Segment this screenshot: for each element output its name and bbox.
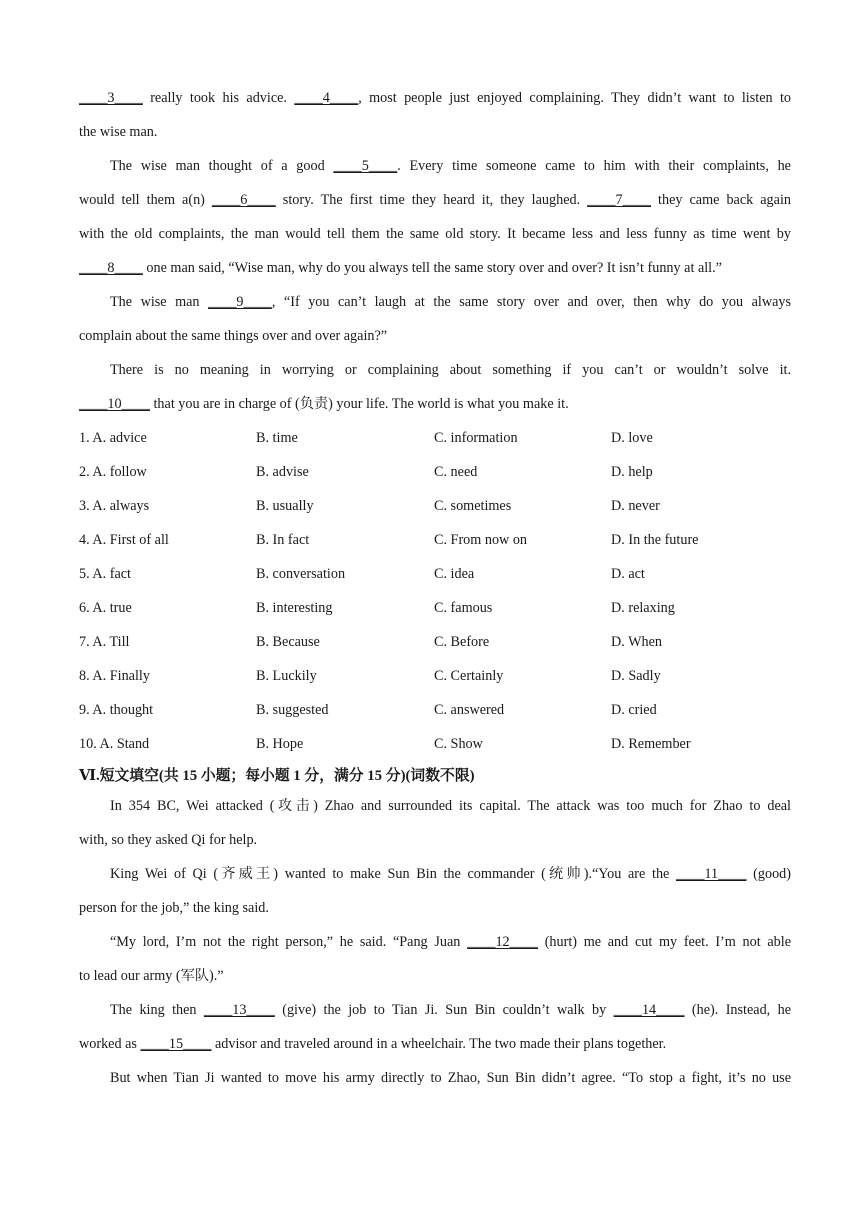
blank-13[interactable]: ____13____: [203, 1002, 275, 1018]
passage-text: with the old complaints, the man would tell them the same old story. It became less and less funny as time went by: [79, 226, 791, 242]
blank-3[interactable]: ____3____: [79, 90, 143, 106]
passage-text: one man said, “Wise man, why do you always tell the same story over and over? It isn’t funny at all.”: [142, 260, 722, 276]
passage-line: [110, 796, 791, 816]
passage-text: with, so they asked Qi for help.: [79, 832, 258, 848]
option-d[interactable]: D. love: [611, 430, 653, 446]
passage-line: [79, 966, 791, 986]
passage-line: [110, 1068, 791, 1088]
option-a[interactable]: 1. A. advice: [79, 430, 147, 446]
passage-text: (hurt) me and cut my feet. I’m not able: [538, 934, 791, 950]
option-c[interactable]: C. sometimes: [434, 498, 512, 514]
option-a[interactable]: 10. A. Stand: [79, 736, 150, 752]
passage-line: [110, 932, 791, 952]
option-b[interactable]: B. Hope: [256, 736, 304, 752]
option-d[interactable]: D. cried: [611, 702, 657, 718]
passage-text: that you are in charge of (负责) your life. The world is what you make it.: [149, 396, 569, 412]
passage-line: [79, 88, 791, 108]
passage-line: [79, 258, 791, 278]
passage-line: [110, 292, 791, 312]
option-b[interactable]: B. Because: [256, 634, 320, 650]
option-c[interactable]: C. information: [434, 430, 518, 446]
option-c[interactable]: C. answered: [434, 702, 505, 718]
option-b[interactable]: B. interesting: [256, 600, 333, 616]
option-b[interactable]: B. In fact: [256, 532, 310, 548]
option-a[interactable]: 7. A. Till: [79, 634, 130, 650]
section-heading: Ⅵ.短文填空(共 15 小题；每小题 1 分，满分 15 分)(词数不限): [79, 768, 475, 784]
passage-line: [79, 326, 791, 346]
blank-14[interactable]: ____14____: [613, 1002, 685, 1018]
passage-text: the wise man.: [79, 124, 158, 140]
blank-4[interactable]: ____4____: [294, 90, 359, 106]
option-a[interactable]: 8. A. Finally: [79, 668, 150, 684]
option-d[interactable]: D. Sadly: [611, 668, 661, 684]
passage-text: (give) the job to Tian Ji. Sun Bin couldn’t walk by: [274, 1002, 614, 1018]
option-c[interactable]: C. idea: [434, 566, 475, 582]
passage-text: There is no meaning in worrying or complaining about something if you can’t or wouldn’t solve it.: [110, 362, 791, 378]
option-d[interactable]: D. never: [611, 498, 660, 514]
passage-text: complain about the same things over and over again?”: [79, 328, 388, 344]
option-b[interactable]: B. conversation: [256, 566, 346, 582]
passage-text: The wise man: [110, 294, 209, 310]
passage-text: (he). Instead, he: [684, 1002, 791, 1018]
passage-text: (good): [746, 866, 791, 882]
option-c[interactable]: C. Before: [434, 634, 490, 650]
option-c[interactable]: C. need: [434, 464, 478, 480]
option-c[interactable]: C. From now on: [434, 532, 528, 548]
passage-text: story. The first time they heard it, they laughed.: [275, 192, 588, 208]
option-c[interactable]: C. Certainly: [434, 668, 504, 684]
passage-text: really took his advice.: [142, 90, 295, 106]
passage-text: advisor and traveled around in a wheelchair. The two made their plans together.: [211, 1036, 667, 1052]
blank-5[interactable]: ____5____: [333, 158, 398, 174]
blank-11[interactable]: ____11____: [676, 866, 747, 882]
option-a[interactable]: 5. A. fact: [79, 566, 132, 582]
option-a[interactable]: 4. A. First of all: [79, 532, 169, 548]
blank-6[interactable]: ____6____: [211, 192, 276, 208]
passage-line: [79, 1034, 791, 1054]
passage-text: King Wei of Qi (齐威王) wanted to make Sun Bin the commander (统帅).“You are the: [110, 866, 677, 882]
passage-line: [110, 156, 791, 176]
passage-line: [79, 224, 791, 244]
passage-line: [110, 360, 791, 380]
option-c[interactable]: C. famous: [434, 600, 493, 616]
passage-text: In 354 BC, Wei attacked (攻击) Zhao and surrounded its capital. The attack was too much for Zhao to deal: [110, 798, 791, 814]
passage-text: , most people just enjoyed complaining. They didn’t want to listen to: [358, 90, 791, 106]
option-d[interactable]: D. In the future: [611, 532, 699, 548]
option-d[interactable]: D. help: [611, 464, 653, 480]
passage-line: [79, 830, 791, 850]
passage-line: [79, 190, 791, 210]
passage-text: The king then: [110, 1002, 204, 1018]
blank-15[interactable]: ____15____: [140, 1036, 212, 1052]
passage-line: [79, 122, 791, 142]
passage-text: But when Tian Ji wanted to move his army directly to Zhao, Sun Bin didn’t agree. “To stop a fight, it’s no use: [110, 1070, 791, 1086]
option-a[interactable]: 6. A. true: [79, 600, 132, 616]
passage-text: to lead our army (军队).”: [79, 968, 224, 984]
blank-7[interactable]: ____7____: [587, 192, 652, 208]
passage-text: would tell them a(n): [79, 192, 212, 208]
passage-text: The wise man thought of a good: [110, 158, 334, 174]
option-d[interactable]: D. act: [611, 566, 645, 582]
option-d[interactable]: D. Remember: [611, 736, 691, 752]
passage-text: , “If you can’t laugh at the same story over and over, then why do you always: [271, 294, 791, 310]
option-a[interactable]: 3. A. always: [79, 498, 150, 514]
option-a[interactable]: 2. A. follow: [79, 464, 147, 480]
passage-text: worked as: [79, 1036, 141, 1052]
option-d[interactable]: D. When: [611, 634, 662, 650]
option-c[interactable]: C. Show: [434, 736, 483, 752]
passage-line: [79, 394, 791, 414]
option-d[interactable]: D. relaxing: [611, 600, 675, 616]
option-b[interactable]: B. Luckily: [256, 668, 317, 684]
passage-text: “My lord, I’m not the right person,” he said. “Pang Juan: [110, 934, 468, 950]
option-b[interactable]: B. time: [256, 430, 298, 446]
option-b[interactable]: B. advise: [256, 464, 309, 480]
passage-line: [110, 1000, 791, 1020]
blank-10[interactable]: ____10____: [79, 396, 150, 412]
passage-text: . Every time someone came to him with their complaints, he: [397, 158, 791, 174]
option-b[interactable]: B. usually: [256, 498, 314, 514]
passage-text: they came back again: [651, 192, 791, 208]
blank-9[interactable]: ____9____: [208, 294, 272, 310]
passage-line: [110, 864, 791, 884]
blank-12[interactable]: ____12____: [467, 934, 538, 950]
option-a[interactable]: 9. A. thought: [79, 702, 154, 718]
option-b[interactable]: B. suggested: [256, 702, 329, 718]
passage-text: person for the job,” the king said.: [79, 900, 269, 916]
passage-line: [79, 898, 791, 918]
blank-8[interactable]: ____8____: [79, 260, 143, 276]
